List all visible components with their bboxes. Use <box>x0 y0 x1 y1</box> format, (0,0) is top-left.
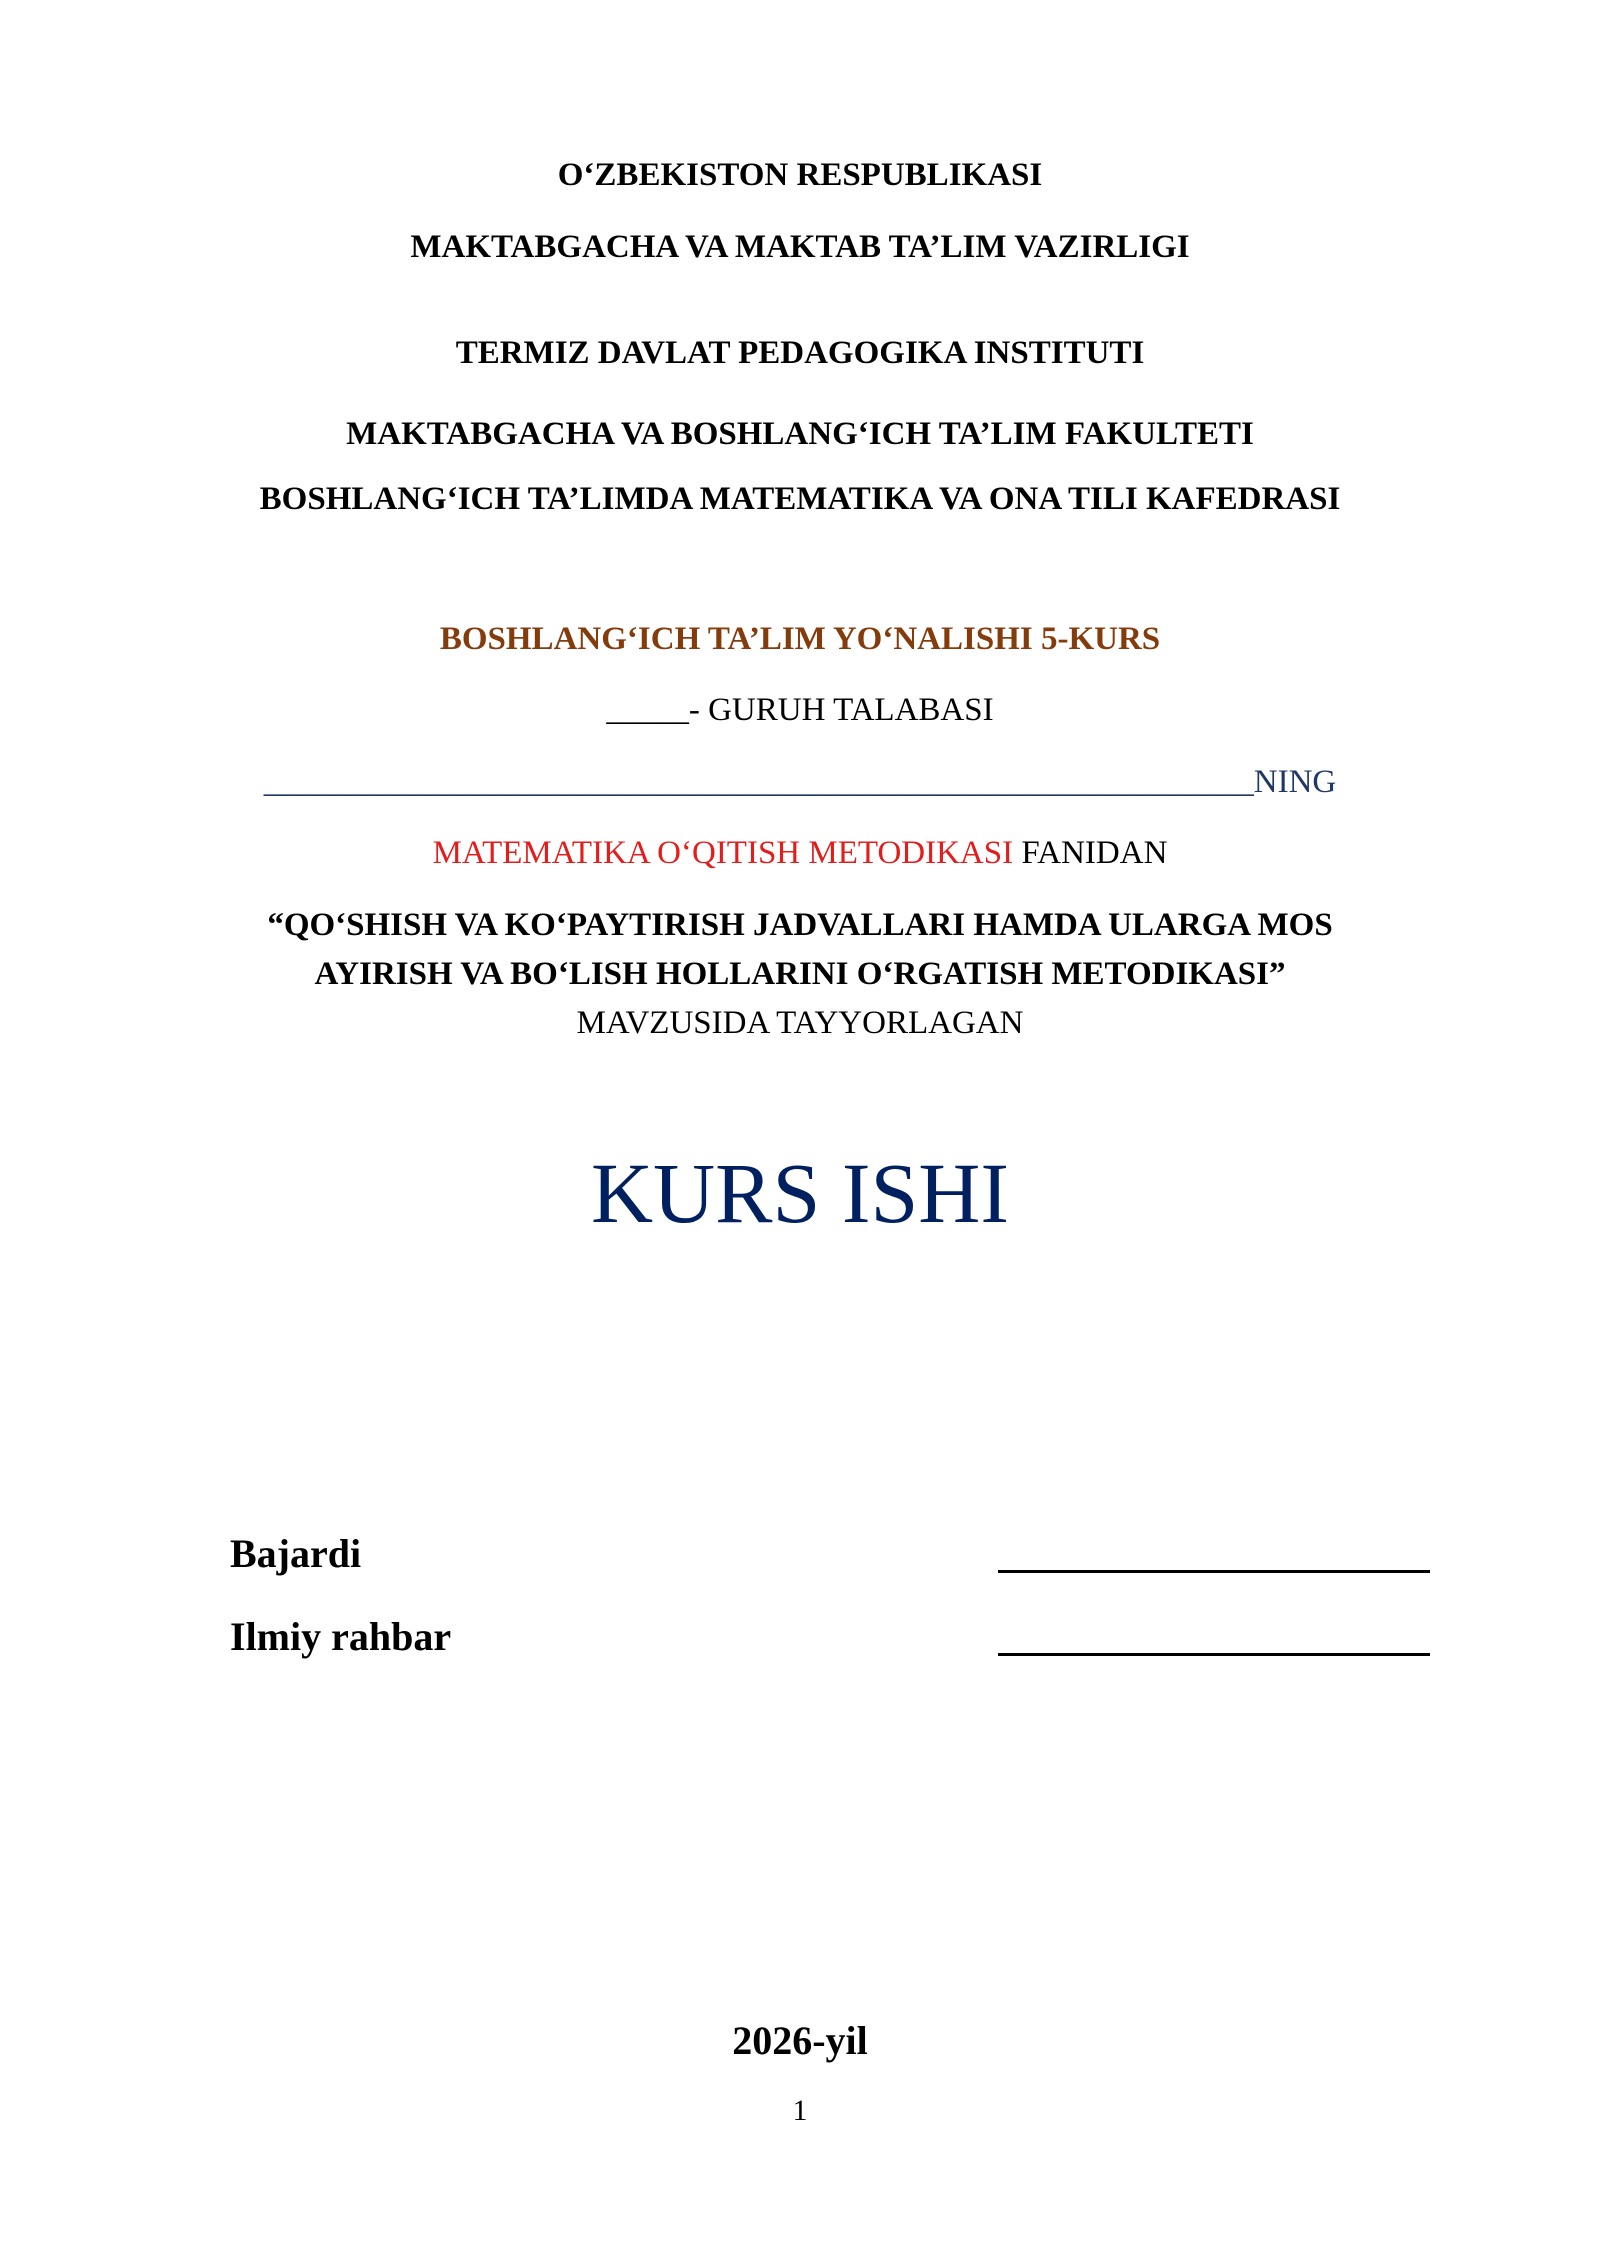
document-title: KURS ISHI <box>590 1145 1010 1241</box>
student-name-suffix: NING <box>1253 764 1337 800</box>
ministry-heading: MAKTABGACHA VA MAKTAB TA’LIM VAZIRLIGI <box>410 229 1190 265</box>
subject-line <box>0 833 1600 873</box>
done-by-label: Bajardi <box>230 1531 362 1576</box>
student-name-blank: ____________________________________________________________ <box>263 764 1254 800</box>
subject-name: MATEMATIKA O‘QITISH METODIKASI <box>432 835 1014 871</box>
subject-suffix: FANIDAN <box>1013 835 1168 871</box>
done-by-signature-line <box>998 1570 1430 1573</box>
supervisor-label: Ilmiy rahbar <box>230 1614 452 1659</box>
department-heading: BOSHLANG‘ICH TA’LIMDA MATEMATIKA VA ONA TILI KAFEDRASI <box>259 481 1341 517</box>
page-number: 1 <box>792 2094 808 2127</box>
year: 2026-yil <box>732 2018 868 2063</box>
institute-heading: TERMIZ DAVLAT PEDAGOGIKA INSTITUTI <box>455 335 1145 371</box>
topic-line-1: “QO‘SHISH VA KO‘PAYTIRISH JADVALLARI HAMDA ULARGA MOS <box>267 907 1333 943</box>
country-heading: O‘ZBEKISTON RESPUBLIKASI <box>557 157 1043 193</box>
faculty-heading: MAKTABGACHA VA BOSHLANG‘ICH TA’LIM FAKULTETI <box>346 416 1254 452</box>
supervisor-signature-line <box>998 1653 1430 1656</box>
group-label: - GURUH TALABASI <box>688 692 994 728</box>
topic-line-2: AYIRISH VA BO‘LISH HOLLARINI O‘RGATISH METODIKASI” <box>314 956 1286 992</box>
group-blank: _____ <box>606 692 689 728</box>
topic-prepared: MAVZUSIDA TAYYORLAGAN <box>576 1005 1024 1041</box>
student-name-line <box>0 762 1600 802</box>
group-line <box>0 690 1600 730</box>
course-line: BOSHLANG‘ICH TA’LIM YO‘NALISHI 5-KURS <box>439 621 1161 657</box>
